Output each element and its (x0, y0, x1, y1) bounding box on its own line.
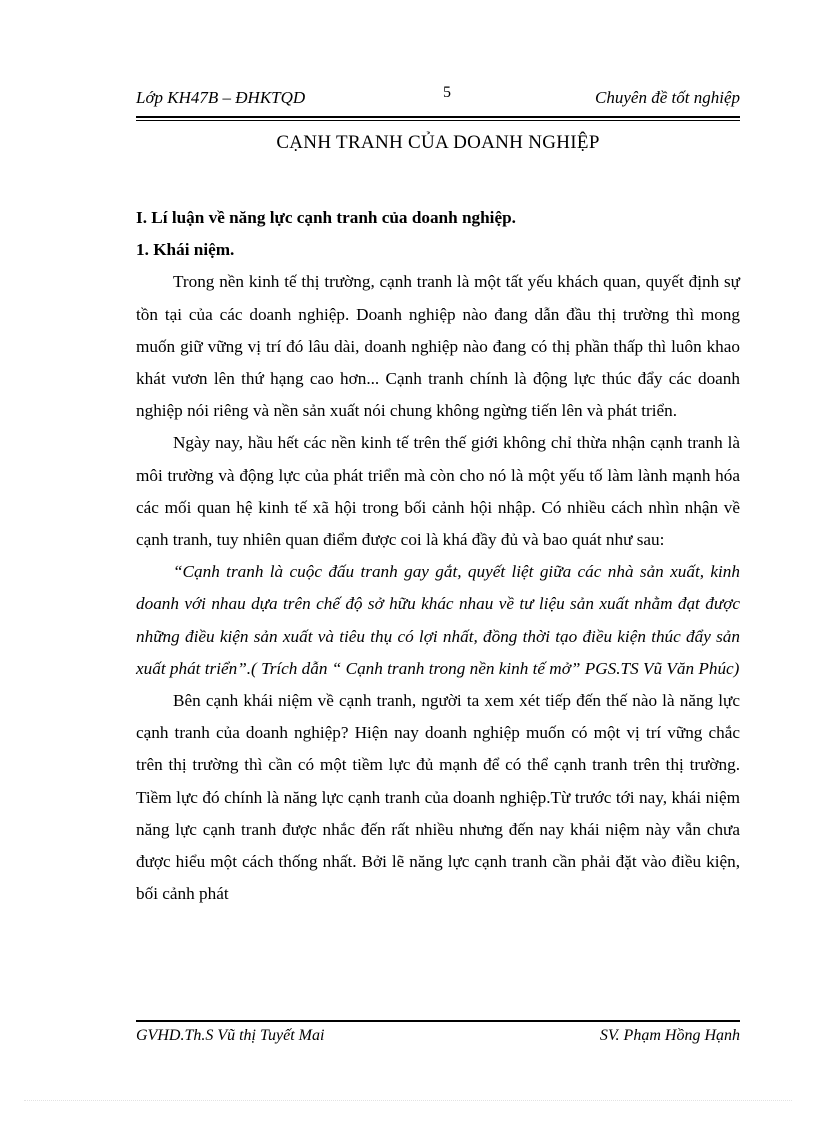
quote-paragraph: “Cạnh tranh là cuộc đấu tranh gay gắt, quyết liệt giữa các nhà sản xuất, kinh doanh với nhau dựa trên chế độ sở hữu khác nhau về tư liệu sản xuất nhằm đạt được những điều kiện sản xuất và tiêu thụ có lợi nhất, đồng thời tạo điều kiện thúc đẩy sản xuất phát triển”.( Trích dẫn “ Cạnh tranh trong nền kinh tế mở” PGS.TS Vũ Văn Phúc) (136, 562, 740, 678)
page-header (136, 84, 740, 112)
page-bottom-dotted-line (24, 1100, 792, 1101)
page-footer (136, 1027, 740, 1049)
footer-rule (136, 1020, 740, 1022)
paragraph-4: Bên cạnh khái niệm về cạnh tranh, người ta xem xét tiếp đến thế nào là năng lực cạnh tranh của doanh nghiệp? Hiện nay doanh nghiệp muốn có một vị trí vững chắc trên thị trường thì cần có một tiềm lực đủ mạnh để có thể cạnh tranh trên thị trường. Tiềm lực đó chính là năng lực cạnh tranh của doanh nghiệp.Từ trước tới nay, khái niệm năng lực cạnh tranh được nhắc đến rất nhiều nhưng đến nay khái niệm này vẫn chưa được hiểu một cách thống nhất. Bởi lẽ năng lực cạnh tranh cần phải đặt vào điều kiện, bối cảnh phát (136, 691, 740, 904)
section-heading: I. Lí luận về năng lực cạnh tranh của doanh nghiệp. (136, 208, 516, 227)
header-document-type: Chuyên đề tốt nghiệp (595, 88, 740, 107)
paragraph-1: Trong nền kinh tế thị trường, cạnh tranh là một tất yếu khách quan, quyết định sự tồn tại của các doanh nghiệp. Doanh nghiệp nào đang dẫn đầu thị trường thì mong muốn giữ vững vị trí đó lâu dài, doanh nghiệp nào đang có thị phần thấp thì luôn khao khát vươn lên thứ hạng cao hơn... Cạnh tranh chính là động lực thúc đẩy các doanh nghiệp nói riêng và nền sản xuất nói chung không ngừng tiến lên và phát triển. (136, 272, 740, 421)
page-number: 5 (443, 84, 451, 101)
header-rule-top (136, 116, 740, 118)
subsection-heading: 1. Khái niệm. (136, 240, 235, 260)
page-title: CẠNH TRANH CỦA DOANH NGHIỆP (276, 132, 600, 153)
document-body (136, 202, 740, 910)
paragraph-2: Ngày nay, hầu hết các nền kinh tế trên thế giới không chỉ thừa nhận cạnh tranh là môi trường và động lực của phát triển mà còn cho nó là một yếu tố làm lành mạnh hóa các mối quan hệ kinh tế xã hội trong bối cảnh hội nhập. Có nhiều cách nhìn nhận về cạnh tranh, tuy nhiên quan điểm được coi là khá đầy đủ và bao quát như sau: (136, 433, 740, 550)
header-rule-bottom (136, 120, 740, 121)
header-class-label: Lớp KH47B – ĐHKTQD (136, 88, 306, 107)
footer-student: SV. Phạm Hồng Hạnh (599, 1027, 740, 1044)
footer-supervisor: GVHD.Th.S Vũ thị Tuyết Mai (136, 1027, 325, 1044)
